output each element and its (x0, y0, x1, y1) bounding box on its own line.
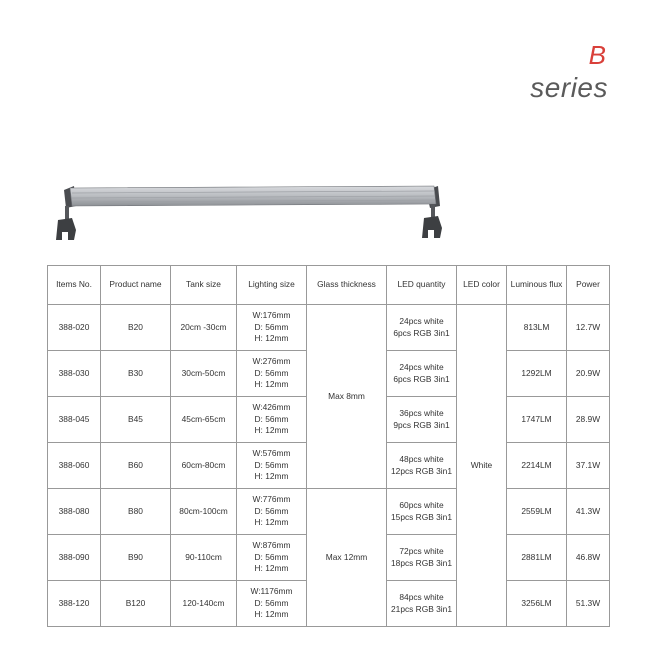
product-name: B60 (101, 443, 171, 489)
luminous-flux: 2881LM (507, 535, 567, 581)
product-name: B45 (101, 397, 171, 443)
tank-size: 60cm-80cm (171, 443, 237, 489)
led-quantity: 60pcs white 15pcs RGB 3in1 (387, 489, 457, 535)
header-power: Power (567, 266, 610, 305)
luminous-flux: 2559LM (507, 489, 567, 535)
lighting-size: W:776mm D: 56mm H: 12mm (237, 489, 307, 535)
series-title: series (530, 72, 608, 103)
power: 28.9W (567, 397, 610, 443)
glass-thickness: Max 8mm (307, 305, 387, 489)
luminous-flux: 1292LM (507, 351, 567, 397)
power: 51.3W (567, 581, 610, 627)
led-quantity: 72pcs white 18pcs RGB 3in1 (387, 535, 457, 581)
tank-size: 45cm-65cm (171, 397, 237, 443)
header-glass-thickness: Glass thickness (307, 266, 387, 305)
table-row (48, 305, 610, 351)
product-name: B20 (101, 305, 171, 351)
lighting-size: W:276mm D: 56mm H: 12mm (237, 351, 307, 397)
glass-thickness: Max 12mm (307, 489, 387, 627)
tank-size: 80cm-100cm (171, 489, 237, 535)
power: 41.3W (567, 489, 610, 535)
lighting-size: W:1176mm D: 56mm H: 12mm (237, 581, 307, 627)
header-led-color: LED color (457, 266, 507, 305)
item-no: 388-120 (48, 581, 101, 627)
item-no: 388-060 (48, 443, 101, 489)
header-led-quantity: LED quantity (387, 266, 457, 305)
product-name: B30 (101, 351, 171, 397)
tank-size: 120-140cm (171, 581, 237, 627)
led-quantity: 24pcs white 6pcs RGB 3in1 (387, 351, 457, 397)
led-light-bar-image (50, 182, 450, 252)
luminous-flux: 813LM (507, 305, 567, 351)
table-header-row (48, 266, 610, 305)
header-tank-size: Tank size (171, 266, 237, 305)
tank-size: 20cm -30cm (171, 305, 237, 351)
power: 20.9W (567, 351, 610, 397)
lighting-size: W:576mm D: 56mm H: 12mm (237, 443, 307, 489)
lighting-size: W:876mm D: 56mm H: 12mm (237, 535, 307, 581)
product-name: B80 (101, 489, 171, 535)
power: 46.8W (567, 535, 610, 581)
led-quantity: 48pcs white 12pcs RGB 3in1 (387, 443, 457, 489)
item-no: 388-090 (48, 535, 101, 581)
lighting-size: W:426mm D: 56mm H: 12mm (237, 397, 307, 443)
led-quantity: 24pcs white 6pcs RGB 3in1 (387, 305, 457, 351)
table-row (48, 489, 610, 535)
tank-size: 90-110cm (171, 535, 237, 581)
power: 37.1W (567, 443, 610, 489)
product-name: B90 (101, 535, 171, 581)
header-items-no: Items No. (48, 266, 101, 305)
header-luminous-flux: Luminous flux (507, 266, 567, 305)
luminous-flux: 1747LM (507, 397, 567, 443)
led-quantity: 84pcs white 21pcs RGB 3in1 (387, 581, 457, 627)
product-name: B120 (101, 581, 171, 627)
item-no: 388-045 (48, 397, 101, 443)
luminous-flux: 3256LM (507, 581, 567, 627)
power: 12.7W (567, 305, 610, 351)
item-no: 388-030 (48, 351, 101, 397)
item-no: 388-020 (48, 305, 101, 351)
series-letter: B (588, 40, 606, 70)
tank-size: 30cm-50cm (171, 351, 237, 397)
led-color: White (457, 305, 507, 627)
item-no: 388-080 (48, 489, 101, 535)
header-lighting-size: Lighting size (237, 266, 307, 305)
luminous-flux: 2214LM (507, 443, 567, 489)
lighting-size: W:176mm D: 56mm H: 12mm (237, 305, 307, 351)
led-quantity: 36pcs white 9pcs RGB 3in1 (387, 397, 457, 443)
spec-table (47, 265, 610, 627)
header-product-name: Product name (101, 266, 171, 305)
